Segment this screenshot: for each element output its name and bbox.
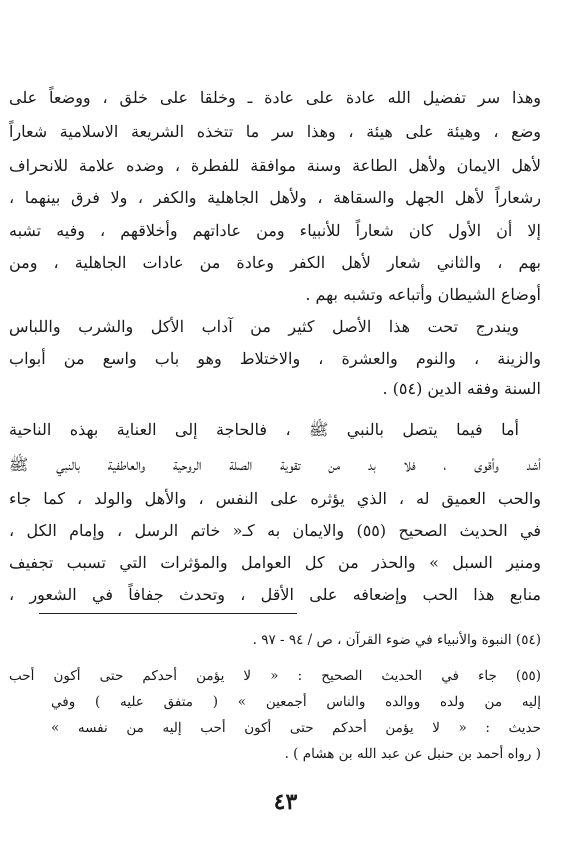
footnote-55-line: حديث : « لا يؤمن أحدكم حتى أكون أحب إليه من نفسه » — [51, 720, 541, 736]
body-line: بهم ، والثاني شعار لأهل الكفر وعادة من عادات الجاهلية ، ومن — [9, 253, 541, 272]
footnote-54: (٥٤) النبوة والأنبياء في ضوء القرآن ، ص / ٩٤ - ٩٧ . — [252, 632, 541, 648]
body-line: السنة وفقه الدين (٥٤) . — [382, 379, 541, 398]
body-line: وضع ، وهيئة على هيئة ، وهذا سر ما تتخذه الشريعة الاسلامية شعاراً — [9, 122, 541, 141]
body-line: ويندرج تحت هذا الأصل كثير من آداب الأكل والشرب واللباس — [9, 317, 519, 336]
body-line: أشد وأقوى ، فلا بد من تقوية الصلة الروحية والعاطفية بالنبي ﷺ — [9, 455, 541, 474]
body-line: أوضاع الشيطان وأتباعه وتشبه بهم . — [305, 285, 541, 304]
body-line: والحب العميق له ، الذي يؤثره على النفس ، والأهل والولد ، كما جاء — [9, 489, 541, 508]
body-line: إلا أن الأول كان شعاراً للأنبياء ومن عاداتهم وأخلاقهم ، وفيه تشبه — [9, 221, 541, 240]
body-line: لأهل الايمان ولأهل الطاعة وسنة موافقة للفطرة ، وضده علامة للانحراف — [9, 156, 541, 175]
body-line: والزينة ، والنوم والعشرة ، والاختلاط وهو باب واسع من أبواب — [9, 349, 541, 368]
footnote-divider — [39, 613, 297, 614]
body-line: ومنير السبل » والحذر من كل العوامل والمؤثرات التي تسبب تجفيف — [9, 553, 541, 572]
body-line: وهذا سر تفضيل الله عادة على عادة ـ وخلقا على خلق ، ووضعاً على — [9, 88, 541, 107]
page-number: ٤٣ — [273, 789, 298, 815]
body-line: منابع هذا الحب وإضعافه على الأقل ، وتحدث جفافاً في الشعور ، — [9, 585, 541, 604]
body-line: أما فيما يتصل بالنبي ﷺ ، فالحاجة إلى العناية بهذه الناحية — [9, 420, 519, 439]
body-line: في الحديث الصحيح (٥٥) والايمان به كـ« خاتم الرسل ، وإمام الكل ، — [9, 521, 541, 540]
body-line: رشعاراً لأهل الجهل والسقاهة ، ولأهل الجاهلية والكفر ، ولا فرق بينهما ، — [9, 188, 541, 207]
footnote-55-line: (٥٥) جاء في الحديث الصحيح : « لا يؤمن أحدكم حتى أكون أحب — [9, 668, 541, 684]
footnote-55-line: ( رواه أحمد بن حنبل عن عبد الله بن هشام ) . — [284, 746, 541, 762]
footnote-55-line: إليه من ولده ووالده والناس أجمعين » ( متفق عليه ) وفي — [51, 694, 541, 710]
